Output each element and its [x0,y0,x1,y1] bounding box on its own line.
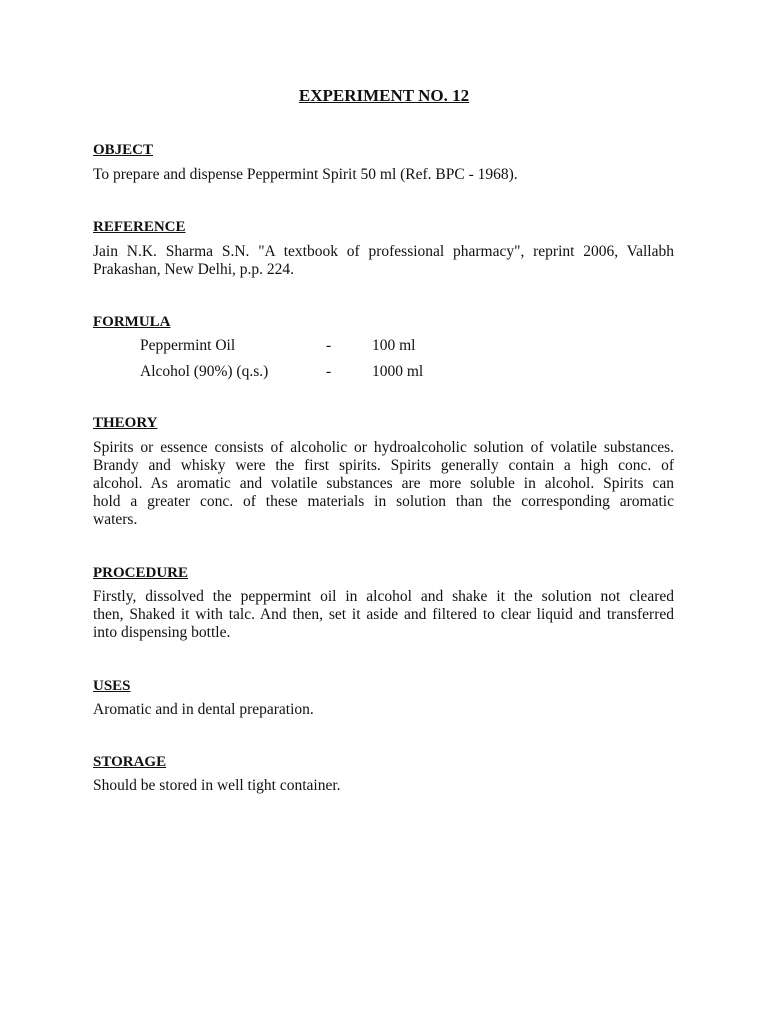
formula-heading: FORMULA [93,314,171,330]
formula-ingredient: Peppermint Oil [140,337,236,354]
procedure-heading: PROCEDURE [93,565,189,581]
storage-heading: STORAGE [93,754,167,770]
storage-text: Should be stored in well tight container. [93,777,341,794]
uses-heading: USES [93,678,131,694]
reference-line: Jain N.K. Sharma S.N. "A textbook of professional pharmacy", reprint 2006, Vallabh [93,243,674,260]
formula-separator: - [326,363,332,380]
theory-line: hold a greater conc. of these materials in solution than the corresponding aromatic [93,493,674,510]
page-title: EXPERIMENT NO. 12 [298,86,470,105]
theory-heading: THEORY [93,415,158,431]
reference-heading: REFERENCE [93,219,186,235]
theory-line: Brandy and whisky were the first spirits. Spirits generally contain a high conc. of [93,457,674,474]
formula-amount: 1000 ml [372,363,424,380]
object-text: To prepare and dispense Peppermint Spirit 50 ml (Ref. BPC - 1968). [93,166,518,183]
formula-row [140,337,540,356]
procedure-line: then, Shaked it with talc. And then, set it aside and filtered to clear liquid and transferred [93,606,674,623]
procedure-line: Firstly, dissolved the peppermint oil in alcohol and shake it the solution not cleared [93,588,674,605]
theory-line: alcohol. As aromatic and volatile substances are more soluble in alcohol. Spirits can [93,475,674,492]
theory-line: Spirits or essence consists of alcoholic or hydroalcoholic solution of volatile substances. [93,439,674,456]
uses-text: Aromatic and in dental preparation. [93,701,314,718]
formula-row [140,363,540,382]
procedure-line: into dispensing bottle. [93,624,231,641]
theory-line: waters. [93,511,138,528]
object-heading: OBJECT [93,142,154,158]
reference-line: Prakashan, New Delhi, p.p. 224. [93,261,295,278]
formula-separator: - [326,337,332,354]
formula-amount: 100 ml [372,337,416,354]
formula-ingredient: Alcohol (90%) (q.s.) [140,363,269,380]
